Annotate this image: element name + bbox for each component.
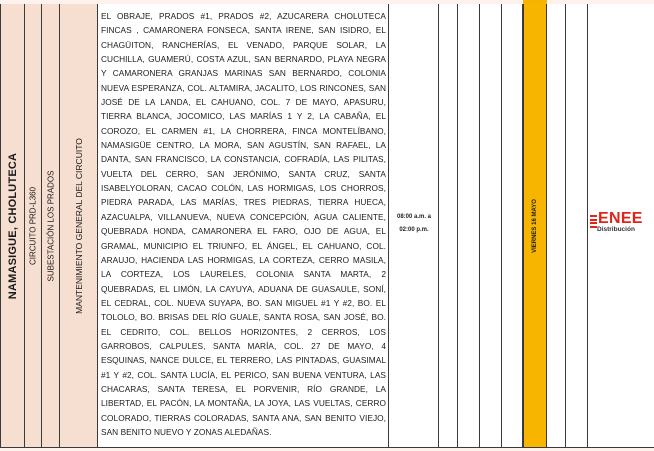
empty-day-cell <box>458 4 480 447</box>
circuito-cell <box>25 4 42 447</box>
schedule-time-cell <box>389 4 439 447</box>
empty-day-cell <box>480 4 502 447</box>
enee-mark-icon <box>590 215 597 228</box>
enee-logo <box>590 212 652 236</box>
day-label: VIERNES 16 MAYO <box>532 198 538 253</box>
logo-brand: ENEE <box>598 210 643 227</box>
subestacion-cell <box>42 4 60 447</box>
municipio-cell <box>0 4 25 447</box>
affected-areas-text: EL OBRAJE, PRADOS #1, PRADOS #2, AZUCARERA CHOLUTECA FINCAS , CAMARONERA FONSECA, SANTA IRENE, SAN ISIDRO, EL CHAGÜITON, RANCHERÍAS, EL VENADO, PARQUE SOLAR, LA CUCHILLA, GUAMERÚ, COSTA AZUL, SAN BERNARDO, PLAYA NEGRA Y CAMARONERA GRANJAS MARINAS SAN BERNARDO, COLONIA NUEVA ESPERANZA, COL. ALTAMIRA, JACALITO, LOS RINCONES, SAN JOSÉ DE LA LANDA, EL CAHUANO, COL. 7 DE MAYO, APASURU, TIERRA BLANCA, JOCOMICO, LAS MARÍAS 1 Y 2, LA CABAÑA, EL COROZO, EL CARMEN #1, LA CHORRERA, FINCA MONTELÍBANO, NAMASIGÜE CENTRO, LA MORA, SAN AGUSTÍN, SAN RAFAEL, LA DANTA, SAN FRANCISCO, LA CONSTANCIA, COFRADÍA, LAS PILITAS, VUELTA DEL CERRO, SAN JERÓNIMO, SANTA CRUZ, SANTA ISABELYOLORAN, CACAO COLÓN, LAS HORMIGAS, LOS CHORROS, PIEDRA PARADA, LAS MARÍAS, TRES PIEDRAS, TIERRA HUECA, AZACUALPA, VILLANUEVA, NUEVA CONCEPCIÓN, AGUA CALIENTE, QUEBRADA HONDA, CAMARONERA EL FARO, OJO DE AGUA, EL GRAMAL, MUNICIPIO EL TRIUNFO, EL ÁNGEL, EL CAHUANO, COL. ARAUJO, HACIENDA LAS HORMIGAS, LA CORTEZA, CERRO MASILA, LA CORTEZA, LOS LAURELES, COLONIA SANTA MARTA, 2 QUEBRADAS, EL LIMÓN, LA CAYUYA, ADUANA DE GUASAULE, SONÍ, EL CEDRAL, COL. NUEVA SUYAPA, BO. SAN MIGUEL #1 Y #2, BO. EL TOLOLO, BO. BRISAS DEL RÍO GUALE, SANTA ROSA, SAN JOSÉ, BO. EL CEDRITO, COL. BELLOS HORIZONTES, 2 CERROS, LOS GARROBOS, CALPULES, SANTA MARÍA, COL. 27 DE MAYO, 4 ESQUINAS, NANCE DULCE, EL TERRERO, LAS PINTADAS, GUASIMAL #1 Y #2, COL. SANTA LUCÍA, EL PERICO, SAN BUENA VENTURA, LAS CHACARAS, SANTA TERESA, EL PORVENIR, RÍO GRANDE, LA LIBERTAD, EL PACÓN, LA MONTAÑA, LA JOYA, LAS VUELTAS, CERRO COLORADO, TIERRAS COLORADAS, SANTA ANA, SAN BENITO VIEJO, SAN BENITO NUEVO Y ZONAS ALEDAÑAS. <box>101 11 386 437</box>
logo-cell <box>588 4 654 447</box>
time-end: 02:00 p.m. <box>399 227 429 233</box>
empty-day-cell <box>566 4 588 447</box>
mantenimiento-label: MANTENIMIENTO GENERAL DEL CIRCUITO <box>73 137 84 314</box>
empty-day-cell <box>547 4 566 447</box>
logo-subtitle: Distribución <box>597 226 635 233</box>
day-cell <box>523 4 547 447</box>
municipio-label: NAMASIGUE, CHOLUTECA <box>6 152 19 299</box>
circuito-label: CIRCUITO PRD-L360 <box>28 186 38 265</box>
empty-day-cell <box>502 4 523 447</box>
empty-day-cell <box>439 4 458 447</box>
time-start: 08:00 a.m. a <box>396 214 432 220</box>
affected-areas-cell <box>98 4 389 447</box>
mantenimiento-cell <box>60 4 98 447</box>
subestacion-label: SUBESTACIÓN LOS PRADOS <box>46 170 55 281</box>
